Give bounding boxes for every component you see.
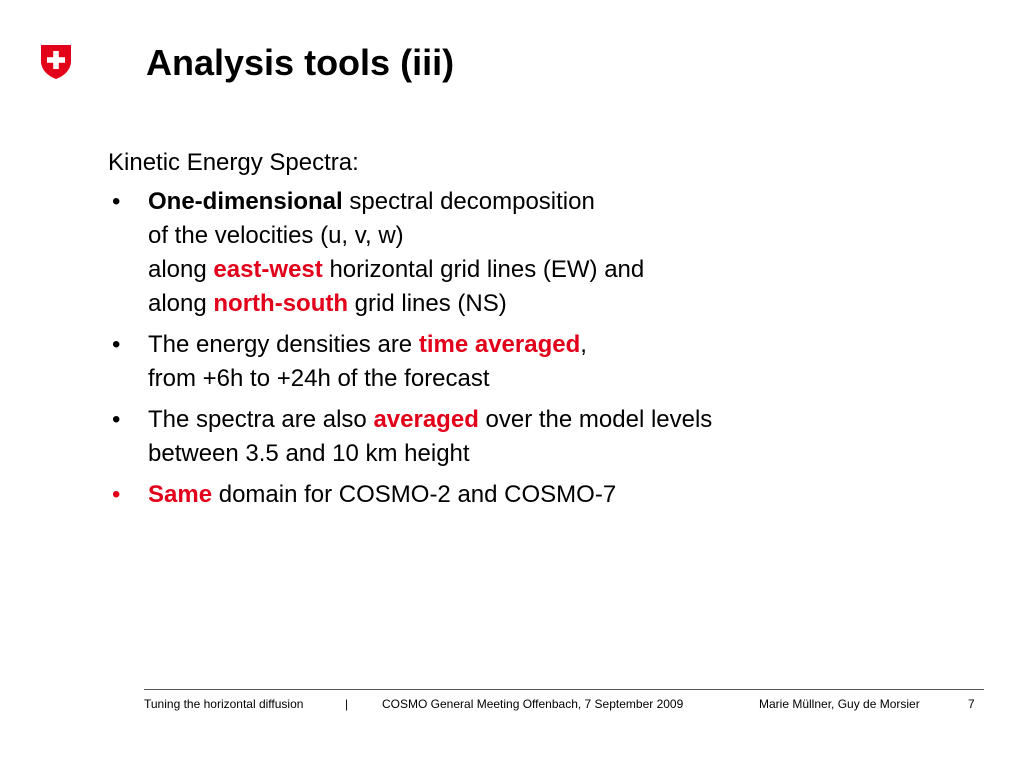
bullet-text: grid lines (NS)	[348, 290, 507, 317]
bullet-line	[148, 253, 712, 287]
bullet-marker: •	[112, 331, 121, 358]
bullet-text: domain for COSMO-2 and COSMO-7	[212, 481, 617, 508]
bullet-list	[108, 185, 712, 512]
bullet-line	[148, 437, 712, 471]
highlight-text: north-south	[213, 290, 349, 317]
bullet-text: along	[148, 256, 214, 283]
bold-text: One-dimensional	[148, 188, 343, 215]
footer-divider	[144, 689, 984, 690]
bullet-text: ,	[580, 331, 587, 358]
bullet-line	[148, 403, 712, 437]
bullet-text: from +6h to +24h of the forecast	[148, 365, 490, 392]
bullet-text: along	[148, 290, 214, 317]
bullet-text: between 3.5 and 10 km height	[148, 440, 470, 467]
bullet-line	[148, 328, 712, 362]
bullet-line	[148, 362, 712, 396]
highlight-text: time averaged	[418, 331, 581, 358]
bullet-text: of the velocities (u, v, w)	[148, 222, 404, 249]
footer-authors: Marie Müllner, Guy de Morsier	[759, 697, 920, 711]
highlight-text: averaged	[373, 406, 479, 433]
bullet-text: The energy densities are	[148, 331, 419, 358]
bullet-line	[148, 219, 712, 253]
footer-page-number: 7	[968, 697, 975, 711]
footer-topic: Tuning the horizontal diffusion	[144, 697, 304, 711]
bullet-text: spectral decomposition	[342, 188, 595, 215]
slide-title: Analysis tools (iii)	[146, 42, 455, 83]
footer-separator: |	[345, 697, 349, 711]
slide-content	[108, 146, 712, 519]
highlight-text: Same	[148, 481, 213, 508]
footer-event: COSMO General Meeting Offenbach, 7 September 2009	[382, 697, 684, 711]
swiss-cross-shield-icon	[40, 44, 72, 80]
bullet-item	[108, 328, 712, 396]
bullet-text: over the model levels	[478, 406, 713, 433]
bullet-line	[148, 287, 712, 321]
bullet-line	[148, 478, 712, 512]
bullet-line	[148, 185, 712, 219]
bullet-text: The spectra are also	[148, 406, 374, 433]
bullet-text: horizontal grid lines (EW) and	[322, 256, 645, 283]
bullet-marker: •	[112, 188, 121, 215]
intro-heading: Kinetic Energy Spectra:	[108, 149, 359, 176]
bullet-item	[108, 185, 712, 321]
bullet-marker: •	[112, 481, 121, 508]
bullet-item	[108, 403, 712, 471]
highlight-text: east-west	[213, 256, 323, 283]
bullet-marker: •	[112, 406, 121, 433]
bullet-item	[108, 478, 712, 512]
